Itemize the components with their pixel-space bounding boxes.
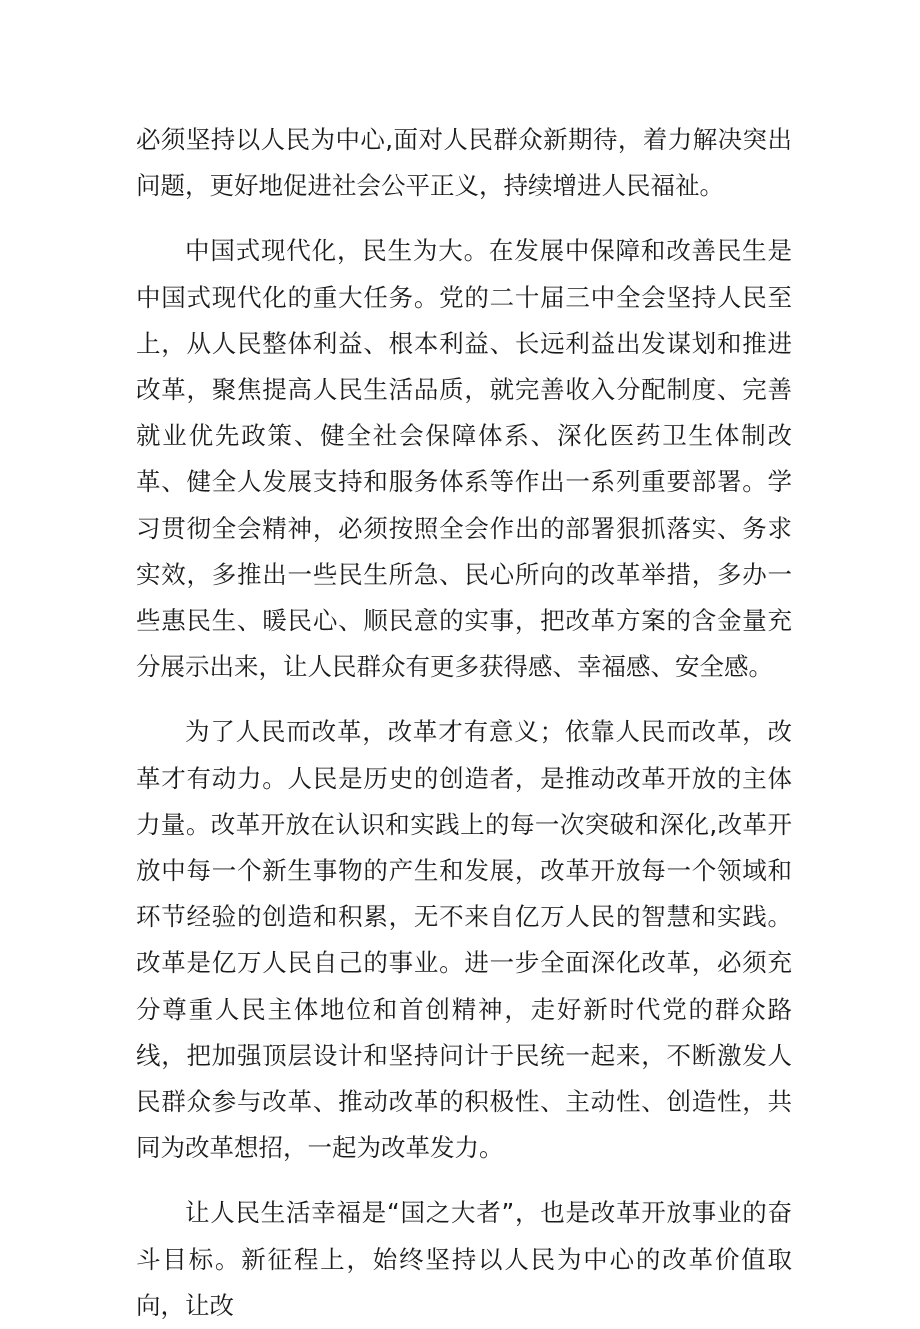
paragraph-3: 为了人民而改革，改革才有意义；依靠人民而改革，改革才有动力。人民是历史的创造者，是推动改革开放的主体力量。改革开放在认识和实践上的每一次突破和深化,改革开放中每一个新生事物的产生和发展，改革开放每一个领域和环节经验的创造和积累，无不来自亿万人民的智慧和实践。改革是亿万人民自己的事业。进一步全面深化改革，必须充分尊重人民主体地位和首创精神，走好新时代党的群众路线，把加强顶层设计和坚持问计于民统一起来，不断激发人民群众参与改革、推动改革的积极性、主动性、创造性，共同为改革想招，一起为改革发力。	[136, 717, 792, 1163]
paragraph-4: 让人民生活幸福是“国之大者”，也是改革开放事业的奋斗目标。新征程上，始终坚持以人民为中心的改革价值取向，让改	[136, 1198, 792, 1320]
paragraph-1: 必须坚持以人民为中心,面对人民群众新期待，着力解决突出问题，更好地促进社会公平正义，持续增进人民福祉。	[136, 125, 792, 201]
document-body	[136, 117, 792, 1329]
paragraph-2: 中国式现代化，民生为大。在发展中保障和改善民生是中国式现代化的重大任务。党的二十届三中全会坚持人民至上，从人民整体利益、根本利益、长远利益出发谋划和推进改革，聚焦提高人民生活品质，就完善收入分配制度、完善就业优先政策、健全社会保障体系、深化医药卫生体制改革、健全人发展支持和服务体系等作出一系列重要部署。学习贯彻全会精神，必须按照全会作出的部署狠抓落实、务求实效，多推出一些民生所急、民心所向的改革举措，多办一些惠民生、暖民心、顺民意的实事，把改革方案的含金量充分展示出来，让人民群众有更多获得感、幸福感、安全感。	[136, 236, 792, 682]
